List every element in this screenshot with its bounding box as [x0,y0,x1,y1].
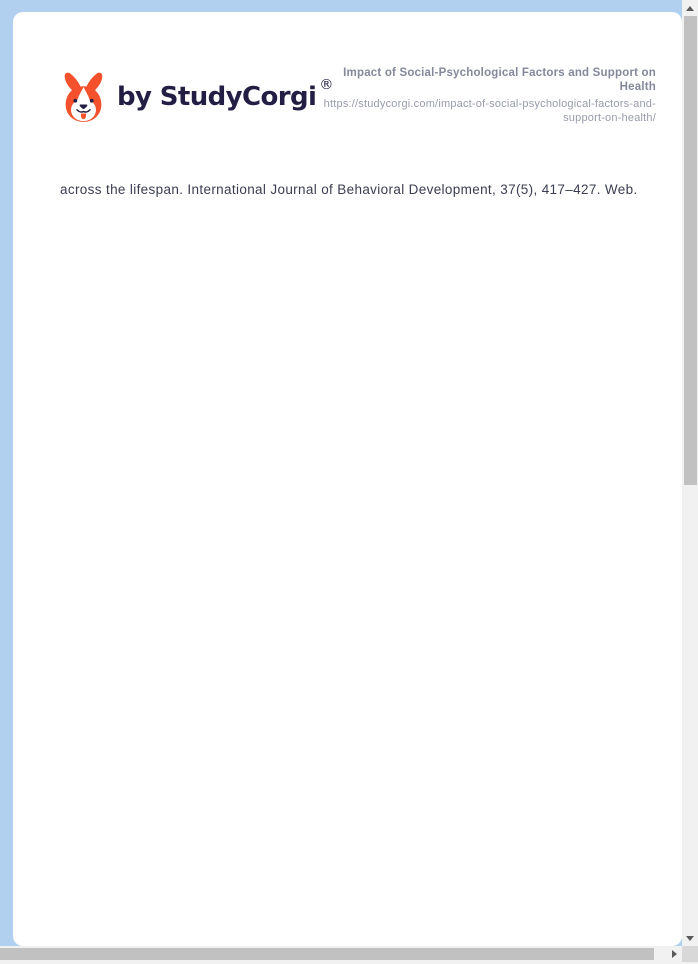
scroll-right-button[interactable] [666,946,682,962]
studycorgi-logo [60,68,333,126]
vertical-scrollbar[interactable] [682,0,698,946]
arrow-up-icon [686,6,694,11]
horizontal-scrollbar[interactable] [0,946,682,962]
document-title: Impact of Social-Psychological Factors and Support on Health [343,67,656,93]
scrollbar-corner [682,946,698,962]
vertical-scrollbar-thumb[interactable] [684,16,697,485]
arrow-down-icon [686,936,694,941]
document-header [304,66,656,125]
document-card [13,12,682,946]
registered-trademark: ® [319,77,334,93]
horizontal-scrollbar-thumb[interactable] [0,948,654,960]
brand-text: by StudyCorgi [117,82,317,112]
arrow-right-icon [672,950,677,958]
corgi-icon [60,68,107,126]
reference-text: across the lifespan. International Journal of Behavioral Development, 37(5), 417–427. Web. [60,182,638,197]
document-url: https://studycorgi.com/impact-of-social-psychological-factors-and-support-on-health/ [323,98,656,124]
scroll-up-button[interactable] [682,0,698,16]
scroll-down-button[interactable] [682,930,698,946]
